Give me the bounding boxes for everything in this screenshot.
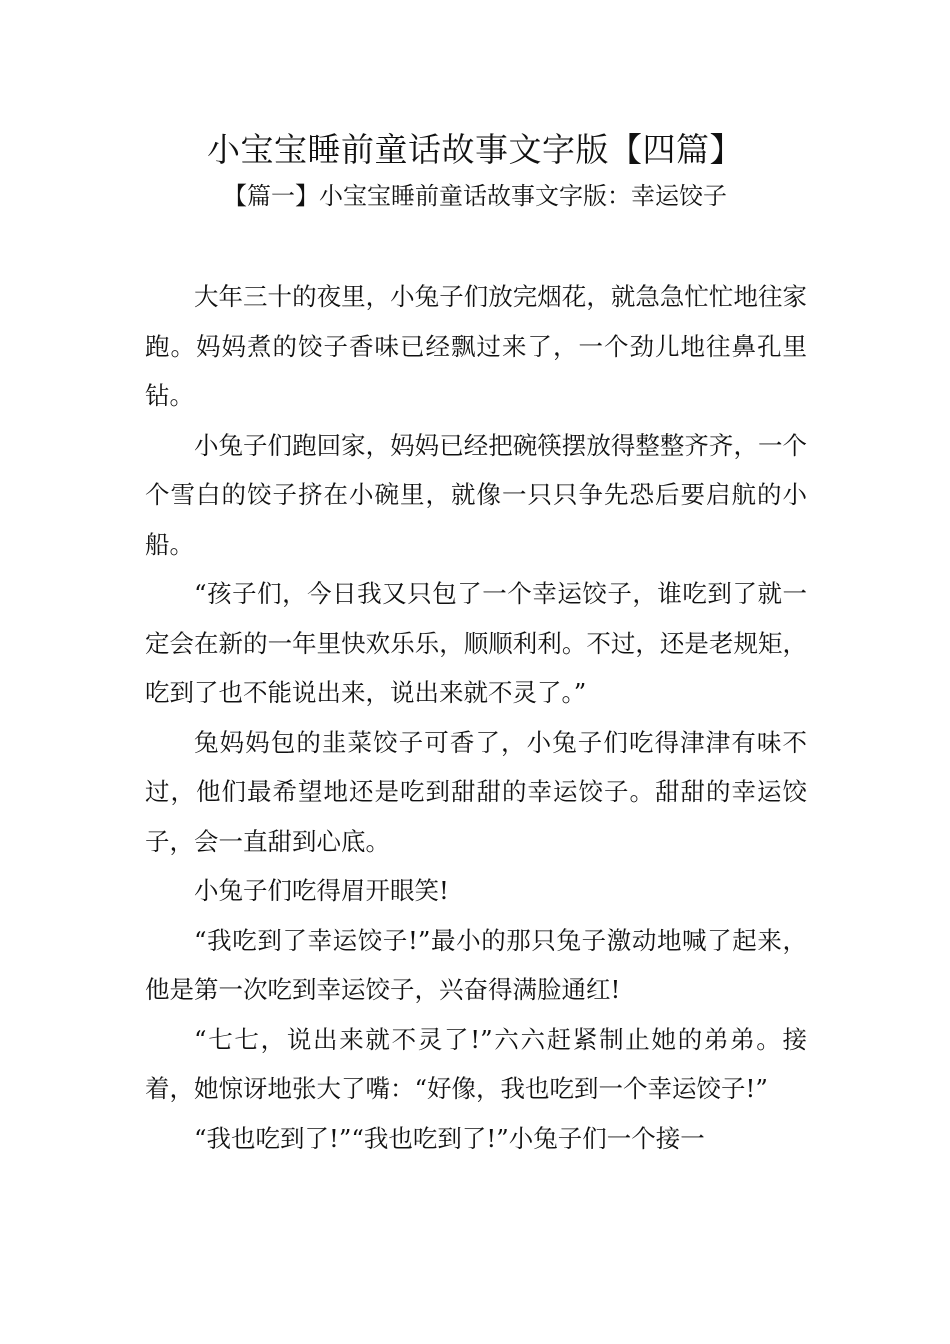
paragraph: 大年三十的夜里，小兔子们放完烟花，就急急忙忙地往家跑。妈妈煮的饺子香味已经飘过来了，一个劲儿地往鼻孔里钻。: [145, 282, 807, 410]
paragraph: 兔妈妈包的韭菜饺子可香了，小兔子们吃得津津有味不过，他们最希望地还是吃到甜甜的幸运饺子。甜甜的幸运饺子，会一直甜到心底。: [145, 727, 807, 856]
paragraph: “七七，说出来就不灵了!”六六赶紧制止她的弟弟。接着，她惊讶地张大了嘴：“好像，我也吃到一个幸运饺子!”: [145, 1024, 807, 1103]
story-body: [145, 272, 807, 1163]
paragraph: “我也吃到了!”“我也吃到了!”小兔子们一个接一: [194, 1123, 705, 1153]
document-title: 小宝宝睡前童话故事文字版【四篇】: [207, 130, 743, 169]
section-subtitle: 【篇一】小宝宝睡前童话故事文字版：幸运饺子: [223, 182, 727, 210]
paragraph: “孩子们，今日我又只包了一个幸运饺子，谁吃到了就一定会在新的一年里快欢乐乐，顺顺利利。不过，还是老规矩，吃到了也不能说出来，说出来就不灵了。”: [145, 579, 807, 707]
paragraph: “我吃到了幸运饺子!”最小的那只兔子激动地喊了起来，他是第一次吃到幸运饺子，兴奋得满脸通红!: [145, 925, 807, 1004]
paragraph: 小兔子们跑回家，妈妈已经把碗筷摆放得整整齐齐，一个个雪白的饺子挤在小碗里，就像一只只争先恐后要启航的小船。: [145, 430, 807, 559]
paragraph: 小兔子们吃得眉开眼笑!: [194, 876, 449, 905]
